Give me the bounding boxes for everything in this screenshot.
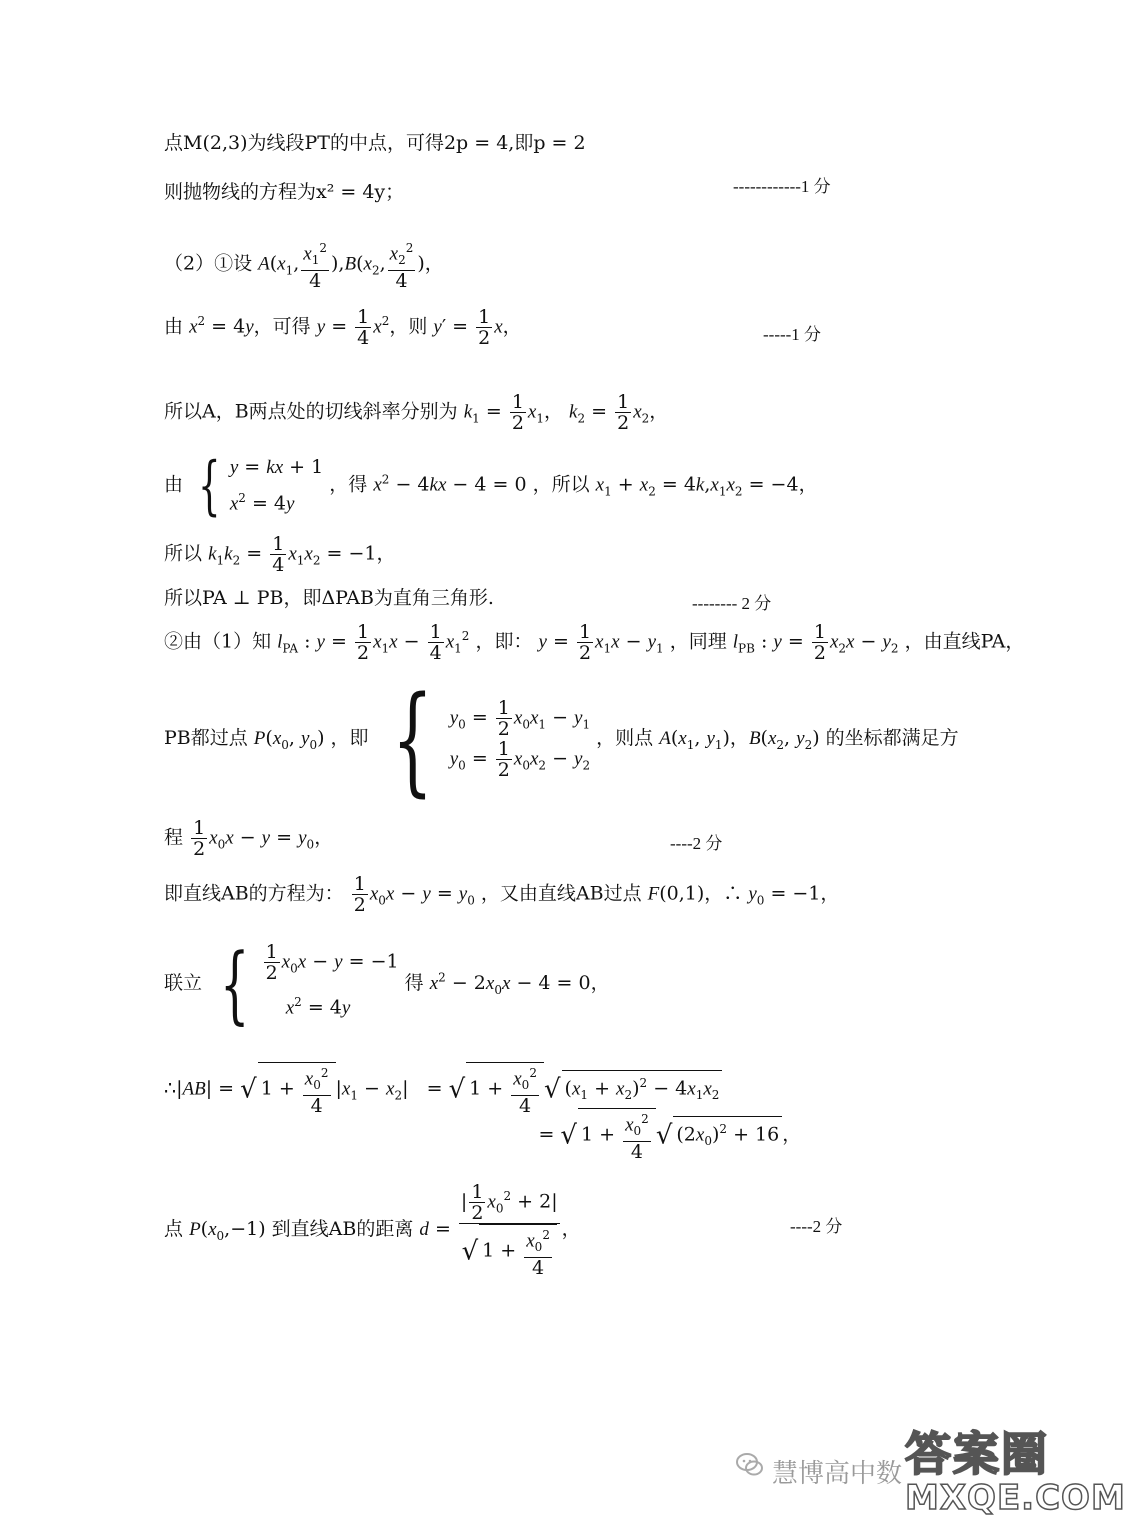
watermark-brand: 慧博高中数: [772, 1459, 903, 1489]
line-midpoint: 点M(2,3)为线段PT的中点，可得2p = 4,即p = 2: [164, 132, 586, 154]
line-ab-length-2: = √ 1 + $\frac{x_0^2}{4}$ √ $(2x_0)^2 + 16$ ，: [164, 1108, 801, 1162]
line-product-slopes: 所以 $k_1k_2$ = $\frac{1}{4}$ $x_1x_2 = -1$，: [164, 533, 396, 576]
line-ab-length: ∴|AB| = √ 1 + $\frac{x_0^2}{4}$ $|x_1 - x_2|$ = √ 1 + $\frac{x_0^2}{4}$ √ $(x_1 + x_2)^2 - 4x_1x_2$: [164, 1062, 722, 1116]
line-right-triangle: 所以PA ⊥ PB，即ΔPAB为直角三角形.: [164, 587, 494, 609]
score-mark-5: ----2 分: [790, 1217, 843, 1236]
wechat-icon: [735, 1450, 765, 1480]
score-mark-3: -------- 2 分: [692, 594, 772, 613]
score-mark-4: ----2 分: [670, 834, 723, 853]
line-set-points: （2）①设 $A(x_1$, $\frac{x_1^2}{4}$ )$,B(x_2$, $\frac{x_2^2}{4}$ )，: [164, 238, 444, 291]
line-system-1: 由 { y = kx + 1 $x^2 = 4y$ ，得 $x^2 - 4kx - 4 = 0$ ，所以 $x_1 + x_2 = 4k,x_1x_2 = -4$，: [164, 448, 818, 523]
line-derivative: 由 $x^2 = 4y$，可得 y = $\frac{1}{4}$ $x^2$，则 y′ = $\frac{1}{2}$ x，: [164, 306, 522, 349]
watermark-site-logo: 答案圈: [905, 1427, 1049, 1481]
line-system-2: PB都过点 $P(x_0$, $y_0$) ，即 { $y_0$ = $\frac{1}{2}$ $x_0x_1 - y_1$ $y_0$ = $\frac{1}{2}$ $x_0x_2 - y_2$ ，则点 $A(x_1$, $y_1$)，$B(x_2$, $y_2$) 的坐标都满足方: [164, 670, 959, 808]
line-slopes: 所以A，B两点处的切线斜率分别为 $k_1$ = $\frac{1}{2}$ $x_1$， $k_2$ = $\frac{1}{2}$ $x_2$，: [164, 391, 669, 434]
line-satisfy-equation: 程 $\frac{1}{2}$ $x_0x - y = y_0$，: [164, 817, 334, 860]
line-ab-equation: 即直线AB的方程为： $\frac{1}{2}$ $x_0x - y = y_0$ ，又由直线AB过点 F(0,1)，∴ $y_0 = -1$，: [164, 873, 840, 916]
score-mark-1: ------------1 分: [733, 177, 831, 196]
line-parabola-equation: 则抛物线的方程为x² = 4y；: [164, 181, 405, 203]
watermark-site-url: MXQE.COM: [905, 1478, 1126, 1518]
line-distance: 点 $P(x_0,-1)$ 到直线AB的距离 d = | $\frac{1}{2}$ $x_0^2 + 2|$ √ 1 + $\frac{x_0^2}{4}$ ，: [164, 1181, 581, 1280]
line-tangent-lines: ②由（1）知 $l_{PA}$ : y = $\frac{1}{2}$ $x_1x$ − $\frac{1}{4}$ $x_1^2$ ，即： y = $\frac{1}{2}$ $x_1x - y_1$ ，同理 $l_{PB}$ : y = $\frac{1}{2}$ $x_2x - y_2$ ，由直线PA，: [164, 621, 1025, 664]
line-system-3: 联立 { $\frac{1}{2}$ $x_0x - y = -1$ $x^2 = 4y$ 得 $x^2 - 2x_0x - 4 = 0$，: [164, 935, 610, 1033]
score-mark-2: -----1 分: [763, 325, 822, 344]
